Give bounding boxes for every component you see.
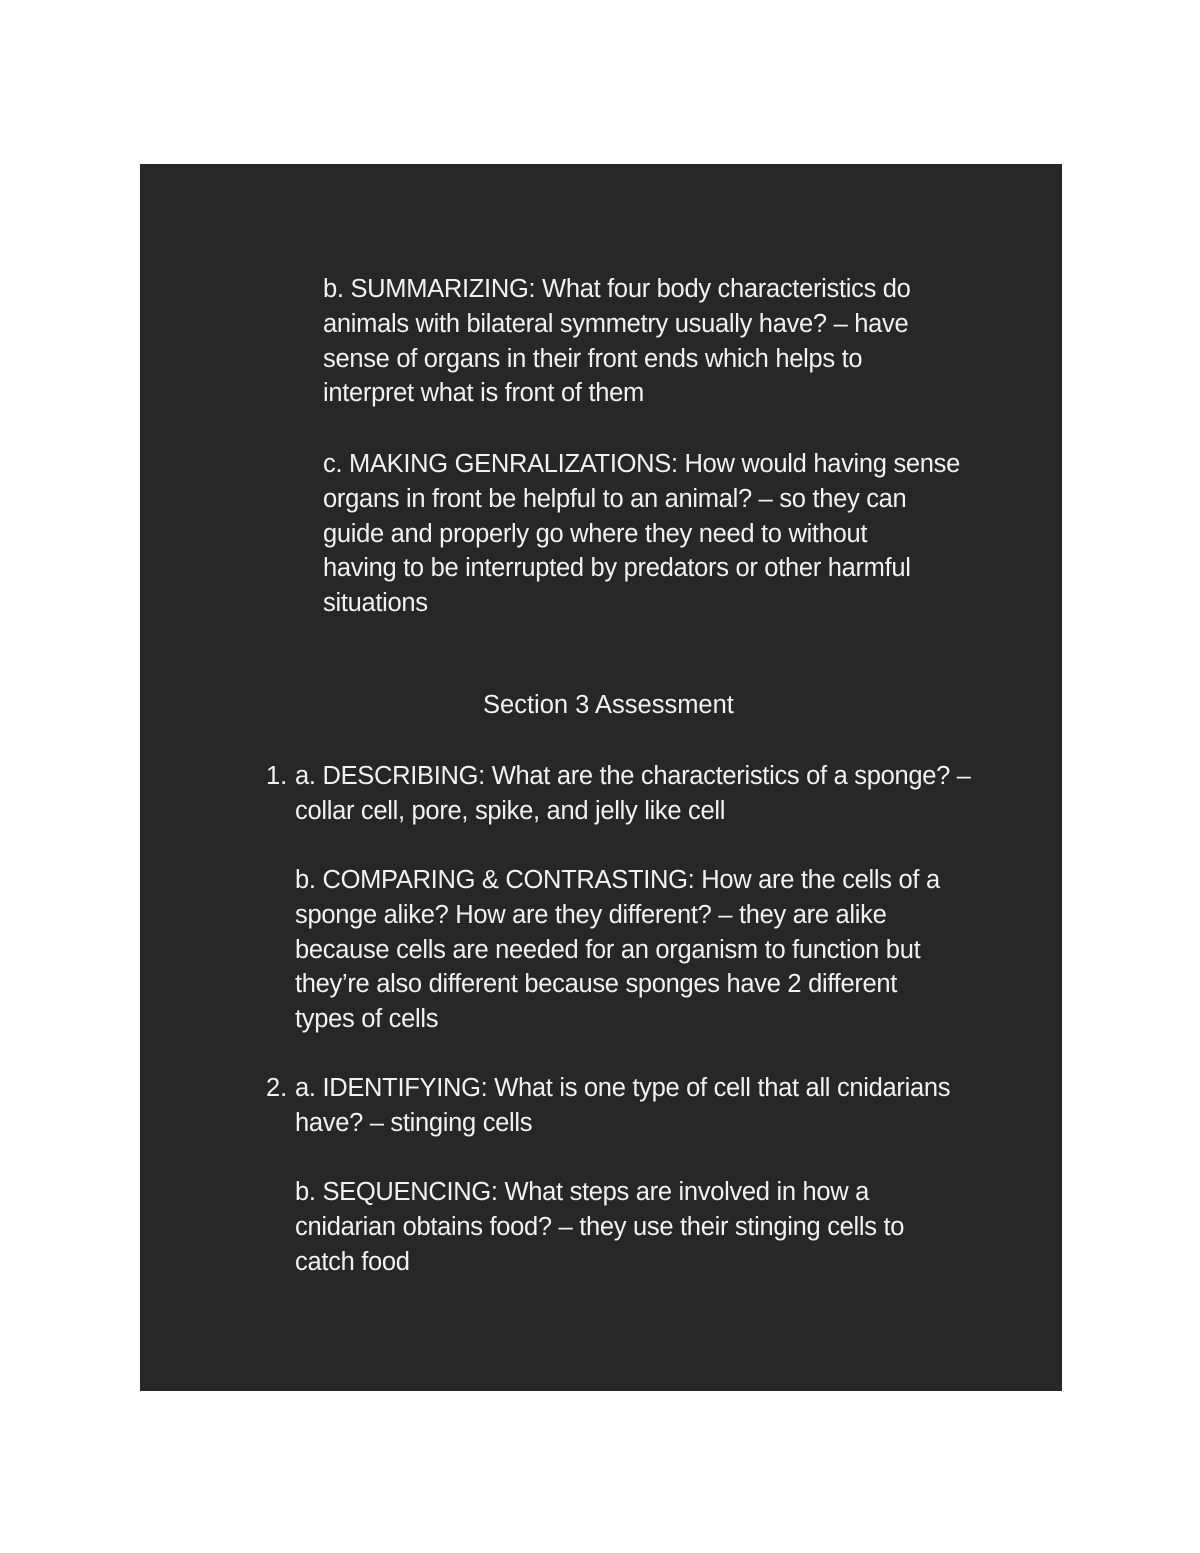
- text-line: have? – stinging cells: [295, 1108, 533, 1137]
- question-number: 2.: [266, 1074, 288, 1102]
- text-line: cnidarian obtains food? – they use their stinging cells to: [295, 1212, 905, 1241]
- section-heading: Section 3 Assessment: [483, 691, 734, 719]
- text-line: having to be interrupted by predators or other harmful: [323, 554, 911, 583]
- text-line: a. DESCRIBING: What are the characteristics of a sponge? –: [295, 762, 971, 790]
- question-number: 1.: [266, 762, 288, 790]
- question-2a-identifying: [295, 1071, 950, 1141]
- text-line: situations: [323, 589, 428, 618]
- text-line: animals with bilateral symmetry usually have? – have: [323, 309, 909, 338]
- text-line: catch food: [295, 1247, 410, 1276]
- text-line: b. COMPARING & CONTRASTING: How are the cells of a: [295, 866, 940, 894]
- text-line: because cells are needed for an organism to function but: [295, 935, 921, 964]
- text-line: b. SUMMARIZING: What four body characteristics do: [323, 275, 911, 303]
- text-line: interpret what is front of them: [323, 379, 644, 408]
- text-line: sense of organs in their front ends which helps to: [323, 344, 863, 373]
- text-line: a. IDENTIFYING: What is one type of cell that all cnidarians: [295, 1074, 951, 1102]
- question-2b-sequencing: [295, 1175, 904, 1279]
- text-line: they’re also different because sponges have 2 different: [295, 970, 898, 999]
- question-1b-comparing: [295, 863, 940, 1037]
- text-line: organs in front be helpful to an animal? – so they can: [323, 484, 907, 513]
- text-line: c. MAKING GENRALIZATIONS: How would having sense: [323, 450, 961, 478]
- text-line: collar cell, pore, spike, and jelly like cell: [295, 796, 726, 825]
- text-line: guide and properly go where they need to without: [323, 519, 868, 548]
- answer-c-generalizing: [323, 447, 960, 621]
- text-line: types of cells: [295, 1005, 439, 1034]
- text-line: b. SEQUENCING: What steps are involved in how a: [295, 1178, 870, 1206]
- answer-b-summarizing: [323, 272, 911, 411]
- question-1a-describing: [295, 759, 971, 829]
- text-line: sponge alike? How are they different? – they are alike: [295, 900, 887, 929]
